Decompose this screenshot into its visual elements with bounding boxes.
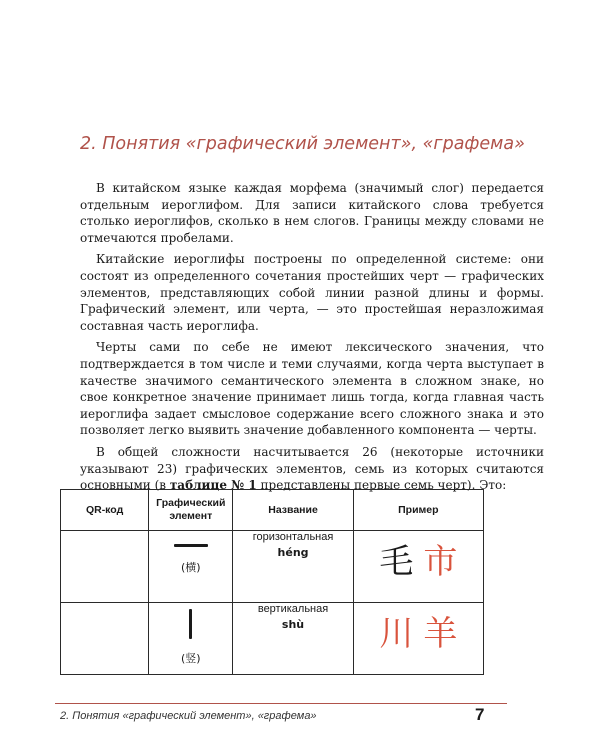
table-header-row bbox=[61, 490, 484, 531]
table-row bbox=[61, 531, 484, 603]
name-cell bbox=[233, 531, 353, 603]
header-qr: QR-код bbox=[61, 490, 149, 531]
qr-cell bbox=[61, 531, 149, 603]
example-char: 市 bbox=[423, 542, 458, 582]
footer-rule bbox=[55, 703, 507, 704]
stroke-pinyin: shù bbox=[281, 618, 305, 631]
running-title: 2. Понятия «графический элемент», «графема» bbox=[60, 710, 317, 722]
header-example: Пример bbox=[353, 490, 483, 531]
paragraph-4-start: В общей сложности насчитывается 26 (некоторые источники указывают 23) графических элементов, семь из которых считаются основными (в bbox=[80, 444, 544, 493]
paragraph-4-end: представлены первые семь черт). Это: bbox=[256, 478, 507, 493]
table-row bbox=[61, 603, 484, 675]
example-char: 羊 bbox=[423, 614, 458, 654]
element-cell bbox=[149, 531, 233, 603]
vertical-stroke-icon bbox=[189, 609, 192, 639]
example-cell bbox=[353, 531, 483, 603]
example-char: 川 bbox=[379, 614, 414, 654]
section-heading: 2. Понятия «графический элемент», «графема» bbox=[80, 134, 525, 154]
example-cell bbox=[353, 603, 483, 675]
paragraph-4 bbox=[80, 444, 544, 494]
horizontal-stroke-icon bbox=[174, 544, 208, 547]
stroke-name: вертикальная bbox=[257, 603, 329, 615]
name-cell bbox=[233, 603, 353, 675]
body-text bbox=[80, 180, 544, 499]
element-char: (竖) bbox=[181, 652, 201, 665]
table-reference: таблице № 1 bbox=[169, 478, 257, 493]
example-char: 毛 bbox=[379, 542, 414, 582]
paragraph-2: Китайские иероглифы построены по определенной системе: они состоят из определенного сочетания простейших черт — графических элементов, представляющих собой линии разной длины и формы. Графический элемент, или черта, — это простейшая неразложимая составная часть иероглифа. bbox=[80, 252, 544, 333]
paragraph-1: В китайском языке каждая морфема (значимый слог) передается отдельным иероглифом. Для записи китайского слова требуется столько иероглифов, сколько в нем слогов. Границы между словами не отмечаются пробелами. bbox=[80, 181, 544, 245]
stroke-name: горизонтальная bbox=[252, 531, 334, 543]
strokes-table bbox=[60, 489, 484, 675]
header-name: Название bbox=[233, 490, 353, 531]
element-cell bbox=[149, 603, 233, 675]
header-element: Графический элемент bbox=[149, 490, 233, 531]
qr-cell bbox=[61, 603, 149, 675]
paragraph-3: Черты сами по себе не имеют лексического значения, что подтверждается в том числе и теми случаями, когда черта выступает в качестве значимого семантического элемента в сложном знаке, но свое конкретное значение принимает лишь тогда, когда главная часть иероглифа задает смысловое содержание всего сложного знака и это позволяет легко выявить значение добавленного компонента — черты. bbox=[80, 340, 544, 438]
stroke-pinyin: héng bbox=[277, 546, 309, 559]
page-number: 7 bbox=[475, 705, 485, 724]
element-char: (横) bbox=[181, 561, 201, 574]
